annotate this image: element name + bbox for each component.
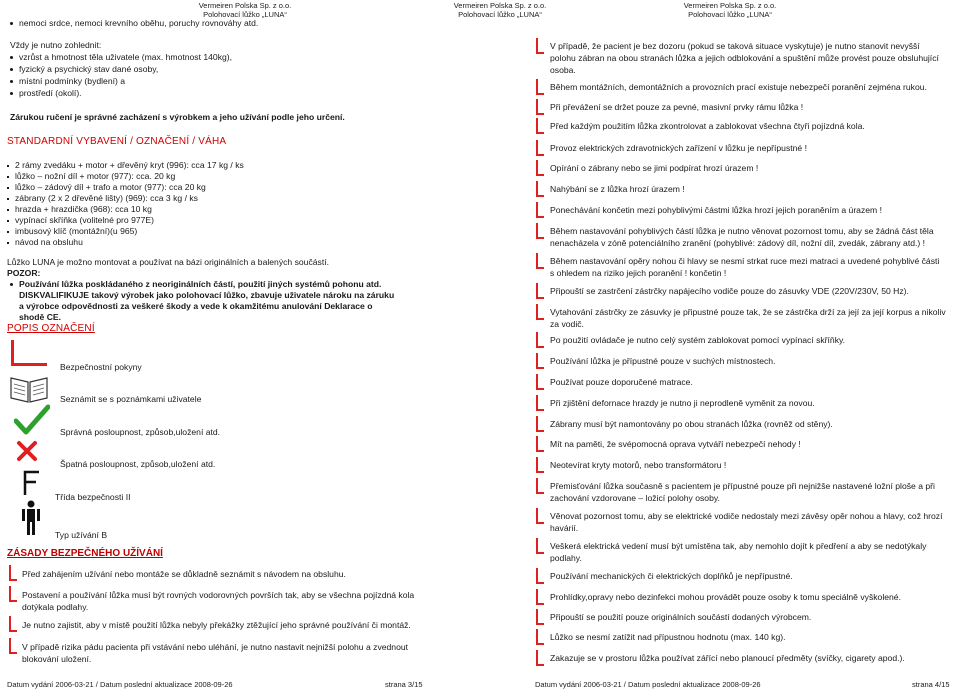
safety-item: Používat pouze doporučené matrace. <box>550 377 693 387</box>
safety-item: Postavení a používání lůžka musí být rovných vodorovných površích tak, aby se všechna pojízdná kola dotýkala podlahy. <box>22 590 415 612</box>
list-item: fyzický a psychický stav dané osoby, <box>10 64 158 75</box>
safety-item: Během nastavování pohyblivých částí lůžka je nutno věnovat pozornost tomu, aby se žádná část těla nenacházela v zóně potenciálního zranění (pohyblivé: zádový díl, nožní díl, zvedák, zábrany atd.) ! <box>550 226 934 248</box>
red-cross-icon <box>16 440 38 462</box>
warranty-note: Zárukou ručení je správné zacházení s výrobkem a jeho užívání podle jeho určení. <box>10 112 345 122</box>
intro-bullet: nemoci srdce, nemoci krevního oběhu, poruchy rovnováhy atd. <box>10 18 258 29</box>
safety-item: Zábrany musí být namontovány po obou stranách lůžka (rovněž od stěny). <box>550 419 833 429</box>
caution-l-icon <box>536 160 544 176</box>
caution-l-icon <box>536 478 544 494</box>
legend-label: Typ užívání B <box>55 530 108 540</box>
page-right <box>453 0 960 690</box>
caution-l-icon <box>9 638 17 654</box>
caution-l-icon <box>536 202 544 218</box>
page-header-fragment: Vermeiren Polska Sp. z o.o. Polohovací lůžko „LUNA“ <box>453 1 547 19</box>
list-item: vzrůst a hmotnost těla uživatele (max. hmotnost 140kg), <box>10 52 232 63</box>
safety-item: Při převážení se držet pouze za pevné, masivní prvky rámu lůžka ! <box>550 102 804 112</box>
safety-item: Během montážních, demontážních a provozních prací existuje nebezpečí poranění zejména rukou. <box>550 82 927 92</box>
safety-item: Lůžko se nesmí zatížit nad přípustnou hodnotu (max. 140 kg). <box>550 632 786 642</box>
caution-l-icon <box>536 568 544 584</box>
safety-item: Připouští se zastrčení zástrčky napájecího vodiče pouze do zásuvky VDE (220V/230V, 50 Hz). <box>550 286 909 296</box>
caution-l-icon <box>536 589 544 605</box>
caution-l-icon <box>536 38 544 54</box>
safety-item: Vytahování zástrčky ze zásuvky je připustné pouze tak, že se zástrčka drží za její za její korpus a nikoliv za vodič. <box>550 307 946 329</box>
safety-item: Je nutno zajistit, aby v místě použití lůžka nebyly překážky ztěžující jeho správné používání či montáž. <box>22 620 411 630</box>
standard-equipment-title: STANDARDNÍ VYBAVENÍ / OZNAČENÍ / VÁHA <box>7 136 227 147</box>
list-item: vypínací skříňka (volitelné pro 977E) <box>7 215 154 226</box>
safety-item: Prohlídky,opravy nebo dezinfekci mohou provádět pouze osoby k tomu speciálně vyškolené. <box>550 592 901 602</box>
caution-l-icon <box>536 353 544 369</box>
safety-item: Před zahájením užívání nebo montáže se důkladně seznámit s návodem na obsluhu. <box>22 569 346 579</box>
legend-label: Bezpečnostní pokyny <box>60 362 142 372</box>
footer-page: strana 4/15 <box>912 680 950 689</box>
letter-f-icon <box>22 470 42 496</box>
list-item: lůžko – nožní díl + motor (977): cca. 20 kg <box>7 171 175 182</box>
person-b-icon <box>20 500 42 536</box>
list-item: lůžko – zádový díl + trafo a motor (977): cca 20 kg <box>7 182 206 193</box>
caution-l-icon <box>536 283 544 299</box>
page-header: Vermeiren Polska Sp. z o.o. Polohovací lůžko „LUNA“ <box>683 1 777 19</box>
list-item: 2 rámy zvedáku + motor + dřevěný kryt (996): cca 17 kg / ks <box>7 160 244 171</box>
pozor-line: shodě CE. <box>19 312 62 322</box>
caution-l-icon <box>536 538 544 554</box>
always-consider-title: Vždy je nutno zohlednit: <box>10 40 102 50</box>
list-item: imbusový klíč (montážní)(u 965) <box>7 226 137 237</box>
legend-label: Třída bezpečnosti II <box>55 492 131 502</box>
caution-l-icon <box>536 395 544 411</box>
legend-label: Špatná posloupnost, způsob,uložení atd. <box>60 459 216 469</box>
caution-l-icon <box>536 304 544 320</box>
footer-date: Datum vydání 2006-03-21 / Datum poslední aktualizace 2008-09-26 <box>535 680 761 689</box>
caution-l-icon <box>536 223 544 239</box>
caution-l-icon <box>536 118 544 134</box>
safety-item: Při zjištění defornace hrazdy je nutno ji neprodleně vyměnit za novou. <box>550 398 815 408</box>
caution-l-icon <box>9 616 17 632</box>
legend-label: Seznámit se s poznámkami uživatele <box>60 394 202 404</box>
caution-l-icon <box>536 374 544 390</box>
pozor-line: Používání lůžka poskládaného z neoriginálních částí, použití jiných systémů pohonu atd. <box>10 279 381 290</box>
safety-item: Po použití ovládače je nutno celý systém zablokovat pomocí vypínací skříňky. <box>550 335 846 345</box>
safety-item: Nahýbání se z lůžka hrozí úrazem ! <box>550 184 685 194</box>
safety-item: Před každým použitím lůžka zkontrolovat a zablokovat všechna čtyři pojízdná kola. <box>550 121 865 131</box>
safety-item: V případě, že pacient je bez dozoru (pokud se taková situace vyskytuje) je nutno stanovit nevyšší polohu zábran na obou stranách lůžka a jejich odblokování a spuštění může provést pouze obsluhující osoba. <box>550 41 939 75</box>
safety-item: Přemisťování lůžka současně s pacientem je přípustné pouze při nejnižše nastavené ložní ploše a při zachování vzdorovane – ložicí polohy osoby. <box>550 481 935 503</box>
safety-item: Během nastavování opěry nohou či hlavy se nesmí strkat ruce mezi matraci a uvedené pohyblivé části s ohledem na riziko jejich poranění ! končetin ! <box>550 256 940 278</box>
caution-l-icon <box>536 181 544 197</box>
list-item: zábrany (2 x 2 dřevěné lišty) (969): cca 3 kg / ks <box>7 193 198 204</box>
safety-item: V případě rizika pádu pacienta při vstávání nebo uléhání, je nutno nastavit nejnižší polohu a zvednout blokování uložení. <box>22 642 409 664</box>
list-item: místní podmínky (bydlení) a <box>10 76 125 87</box>
page-header <box>175 1 315 19</box>
caution-l-icon <box>536 508 544 524</box>
caution-l-icon <box>536 436 544 452</box>
safety-item: Používání lůžka je přípustné pouze v suchých místnostech. <box>550 356 776 366</box>
safety-item: Veškerá elektrická vedení musí být umístěna tak, aby nemohlo dojít k předření a aby se nedotýkaly podlahy. <box>550 541 927 563</box>
safety-item: Zakazuje se v prostoru lůžka používat zářící nebo planoucí předměty (svíčky, cigarety apod.). <box>550 653 905 663</box>
pozor-line: DISKVALIFIKUJE takový výrobek jako polohovací lůžko, zbavuje uživatele nároku na záruku <box>19 290 395 300</box>
safety-title: ZÁSADY BEZPEČNÉHO UŽÍVÁNÍ <box>7 548 163 559</box>
safety-item: Ponechávání končetin mezi pohyblivými částmi lůžka hrozí jejich poraněním a úrazem ! <box>550 205 882 215</box>
footer-date: Datum vydání 2006-03-21 / Datum poslední aktualizace 2008-09-26 <box>7 680 233 689</box>
safety-item: Mít na paměti, že svépomocná oprava vytváří nebezpečí nehody ! <box>550 439 801 449</box>
popis-title: POPIS OZNAČENÍ <box>7 323 95 334</box>
legend-label: Správná posloupnost, způsob,uložení atd. <box>60 427 221 437</box>
green-check-icon <box>14 404 50 436</box>
list-item: návod na obsluhu <box>7 237 83 248</box>
caution-l-icon <box>536 332 544 348</box>
pozor-line: a výrobce odpovědnosti za veškeré škody a vede k okamžitému anulování Deklarace o <box>19 301 373 311</box>
caution-l-icon <box>536 650 544 666</box>
caution-l-icon <box>536 99 544 115</box>
safety-item: Opírání o zábrany nebo se jimi podpírat hrozí úrazem ! <box>550 163 759 173</box>
safety-item: Provoz elektrických zdravotnických zařízení v lůžku je nepřípustné ! <box>550 143 807 153</box>
caution-l-icon <box>9 565 17 581</box>
caution-l-icon <box>536 629 544 645</box>
footer-page: strana 3/15 <box>385 680 423 689</box>
safety-item: Věnovat pozornost tomu, aby se elektrické vodiče nedostaly mezi závěsy opěr nohou a hlavy, což hrozí havárií. <box>550 511 943 533</box>
caution-l-icon <box>536 140 544 156</box>
caution-l-icon <box>9 586 17 602</box>
pozor-label: POZOR: <box>7 268 41 278</box>
caution-l-icon <box>536 253 544 269</box>
open-book-icon <box>9 374 49 404</box>
safety-item: Neotevírat kryty motorů, nebo transformátoru ! <box>550 460 727 470</box>
list-item: hrazda + hrazdička (968): cca 10 kg <box>7 204 152 215</box>
safety-item: Připouští se použití pouze originálních součástí dodaných výrobcem. <box>550 612 812 622</box>
header-company: Vermeiren Polska Sp. z o.o. <box>198 1 292 10</box>
caution-l-icon <box>9 340 49 368</box>
list-item: prostředí (okolí). <box>10 88 82 99</box>
mount-note: Lůžko LUNA je možno montovat a používat na bázi originálních a balených součástí. <box>7 257 329 267</box>
safety-item: Používání mechanických či elektrických doplňků je nepřípustné. <box>550 571 793 581</box>
caution-l-icon <box>536 416 544 432</box>
caution-l-icon <box>536 609 544 625</box>
caution-l-icon <box>536 457 544 473</box>
caution-l-icon <box>536 79 544 95</box>
header-product: Polohovací lůžko „LUNA“ <box>203 10 287 19</box>
